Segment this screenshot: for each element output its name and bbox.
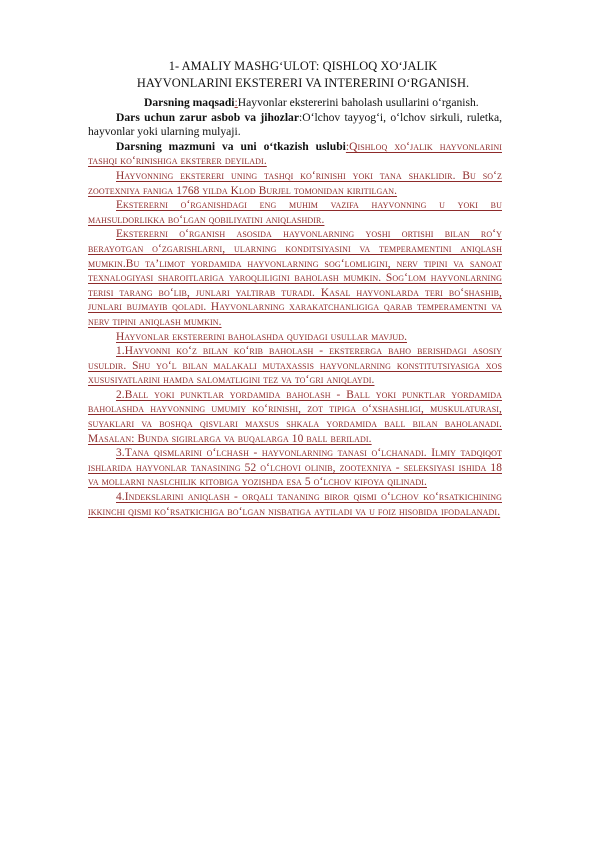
paragraph-8-text: 4.Indekslarini aniqlash - orqali tananing biror qismi o‘lchov ko‘rsatkichining ikkinchi qismi ko‘rsatkichiga bo‘lgan nisbatiga aytiladi va u foiz hisobida ifodalanadi. bbox=[88, 491, 502, 518]
document-body bbox=[88, 96, 502, 519]
paragraph-1-text: Hayvonning eksterеri uning tashqi ko‘rinishi yoki tana shaklidir. Bu so‘z zootexniya faniga 1768 yilda Klod Burjel tomonidan kiritilgan. bbox=[88, 169, 502, 197]
paragraph-maqsad bbox=[88, 96, 502, 111]
paragraph-8 bbox=[88, 490, 502, 519]
mazmun-label: Darsning mazmuni va uni o‘tkazish uslubi bbox=[116, 139, 346, 153]
paragraph-7 bbox=[88, 446, 502, 490]
maqsad-colon: : bbox=[234, 96, 238, 109]
paragraph-2 bbox=[88, 198, 502, 227]
paragraph-4 bbox=[88, 330, 502, 345]
jihozlar-text: :O‘lchov tayyog‘i, o‘lchov sirkuli, ruletka, hayvonlar yoki ularning mulyaji. bbox=[88, 110, 502, 139]
maqsad-label: Darsning maqsadi bbox=[144, 96, 235, 109]
paragraph-4-text: Hayvonlar eksterеrini baholashda quyidagi usullar mavjud. bbox=[116, 330, 408, 343]
jihozlar-label: Dars uchun zarur asbob va jihozlar bbox=[116, 110, 299, 124]
paragraph-5-text: 1.Hayvonni ko‘z bilan ko‘rib baholash - eksterеrga baho berishdagi asosiy usuldir. Shu yo‘l bilan malakali mutaxassis hayvonlarning konstitutsiyasiga xos xususiyatlarini hamda salomatligini tez va to‘gri aniqlaydi. bbox=[88, 345, 502, 387]
paragraph-6-text: 2.Ball yoki punktlar yordamida baholash - Ball yoki punktlar yordamida baholashda hayvonning umumiy ko‘rinishi, zot tipiga o‘xshashligi, muskulaturasi, suyaklari va boshqa qisvlari maxsus shkala yordamida ball bilan baholanadi. Masalan: Bunda sigirlarga va buqalarga 10 ball beriladi. bbox=[88, 388, 502, 445]
paragraph-mazmun bbox=[88, 140, 502, 169]
paragraph-5 bbox=[88, 344, 502, 388]
paragraph-1 bbox=[88, 169, 502, 198]
maqsad-text: Hayvonlar ekstererini baholash usullarini o‘rganish. bbox=[237, 96, 479, 109]
title-line-2: HAYVONLARINI EKSTERERI VA INTERERINI O‘RGANISH. bbox=[136, 76, 470, 90]
paragraph-2-text: Eksterеrni o‘rganishdagi eng muhim vazifa hayvonning u yoki bu mahsuldorlikka bo‘lgan qobiliyatini aniqlashdir. bbox=[88, 199, 502, 226]
document-title bbox=[88, 58, 518, 92]
title-line-1: 1- AMALIY MASHG‘ULOT: QISHLOQ XO‘JALIK bbox=[168, 59, 438, 73]
paragraph-3 bbox=[88, 227, 502, 329]
paragraph-6 bbox=[88, 388, 502, 446]
mazmun-text: :Qishloq xo‘jalik hayvonlarini tashqi ko‘rinishiga eksterer deyiladi. bbox=[88, 140, 502, 168]
paragraph-3-text: Eksterеrni o‘rganish asosida hayvonlarning yoshi ortishi bilan ro‘y berayotgan o‘zgarishlarni, ularning konditsiyasini va temperamentini aniqlash mumkin.Bu ta’limot yordamida hayvonlarning sog‘lomligini, nerv tipini va sanoat texnalogiyasi sharoitlariga yaroqliligini baholash mumkin. Sog‘lom hayvonlarning terisi tarang bo‘lib, junlari yaltirab turadi. Kasal hayvonlarda teri bo‘shashib, junlari bujmayib qoladi. Hayvonlarning xarakatchanligiga qarab temperamentni va nerv tipini aniqlash mumkin. bbox=[88, 228, 502, 328]
paragraph-7-text: 3.Tana qismlarini o‘lchash - hayvonlarning tanasi o‘lchanadi. Ilmiy tadqiqot ishlarida hayvonlar tanasining 52 o‘lchovi olinib, zootexniya - seleksiyasi ishida 18 va mollarni naslchilik kitobiga yozishda esa 5 o‘lchov kifoya qilinadi. bbox=[88, 447, 502, 489]
paragraph-jihozlar bbox=[88, 111, 502, 140]
